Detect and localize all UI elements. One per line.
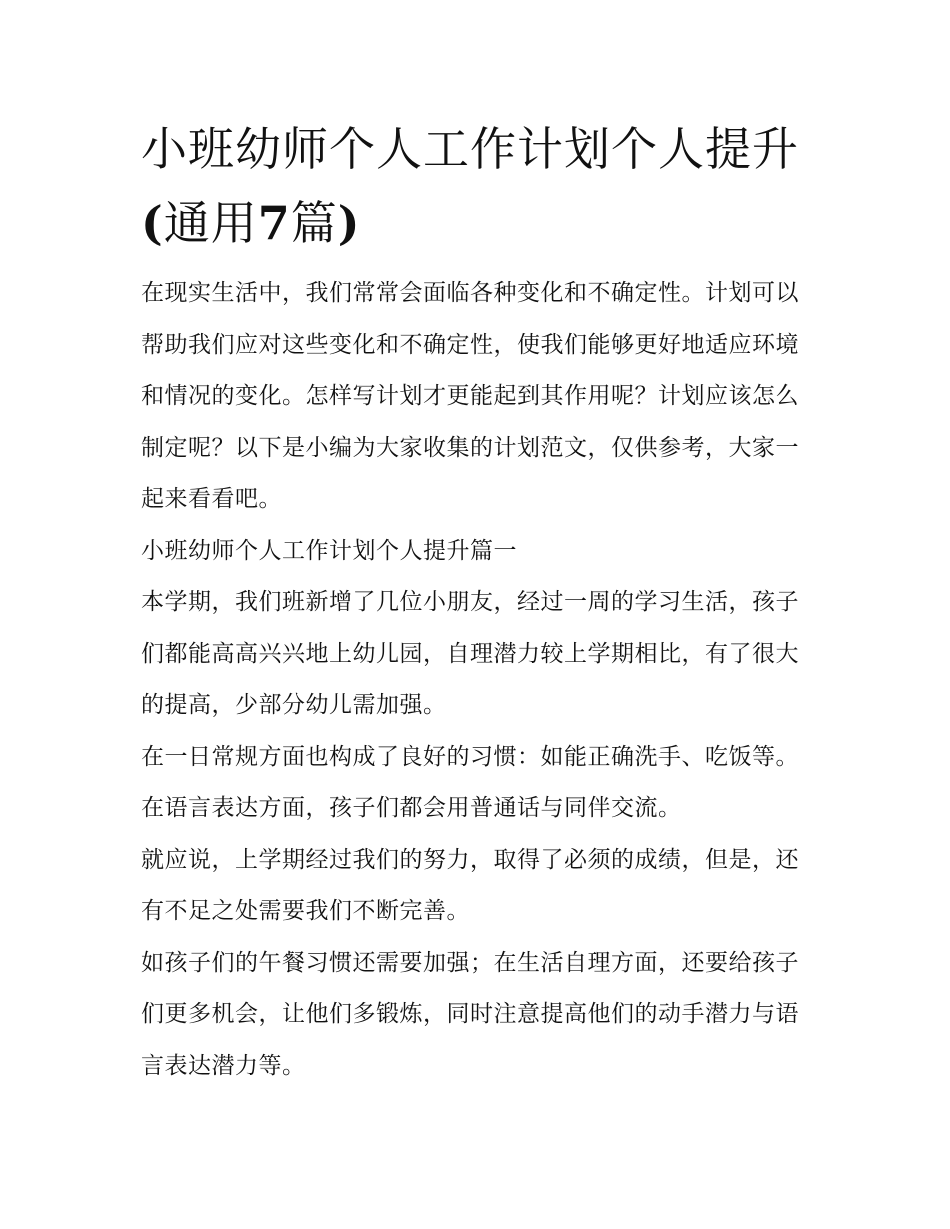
intro-paragraph: 在现实生活中，我们常常会面临各种变化和不确定性。计划可以帮助我们应对这些变化和不确定性，使我们能够更好地适应环境和情况的变化。怎样写计划才更能起到其作用呢？计划应该怎么制定呢？以下是小编为大家收集的计划范文，仅供参考，大家一起来看看吧。	[141, 280, 799, 512]
body-paragraph: 在一日常规方面也构成了良好的习惯：如能正确洗手、吃饭等。 在语言表达方面，孩子们都会用普通话与同伴交流。	[141, 743, 799, 821]
body-paragraph: 就应说，上学期经过我们的努力，取得了必须的成绩，但是，还有不足之处需要我们不断完善。	[141, 846, 799, 924]
document-body	[141, 112, 813, 1092]
section-heading: 小班幼师个人工作计划个人提升篇一	[141, 537, 517, 564]
body-paragraph: 如孩子们的午餐习惯还需要加强；在生活自理方面，还要给孩子们更多机会，让他们多锻炼，同时注意提高他们的动手潜力与语言表达潜力等。	[141, 949, 799, 1079]
body-paragraph: 本学期，我们班新增了几位小朋友，经过一周的学习生活，孩子们都能高高兴兴地上幼儿园，自理潜力较上学期相比，有了很大的提高，少部分幼儿需加强。	[141, 589, 799, 718]
document-title: 小班幼师个人工作计划个人提升(通用7篇)	[141, 122, 799, 250]
